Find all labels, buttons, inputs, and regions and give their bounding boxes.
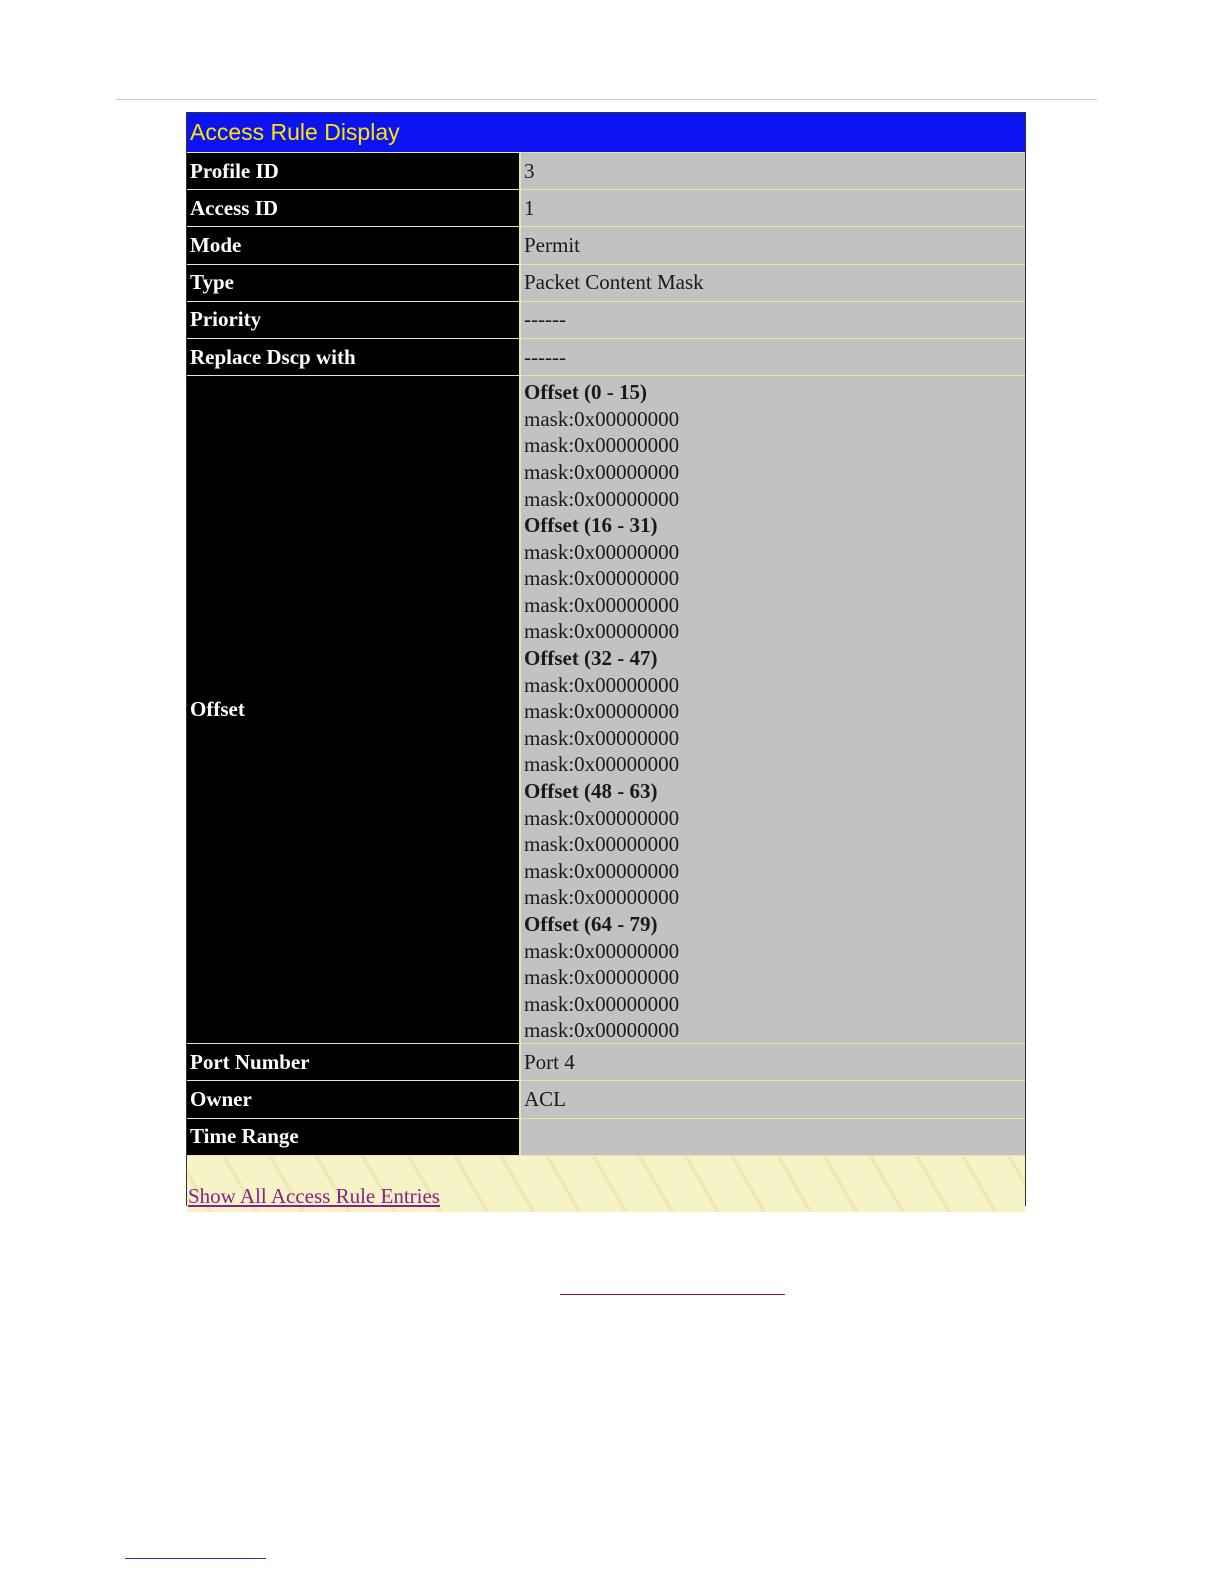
- mode-value: Permit: [521, 227, 1025, 263]
- page-top-divider: [116, 99, 1097, 100]
- show-all-access-rule-entries-link[interactable]: Show All Access Rule Entries: [188, 1183, 440, 1208]
- offset-mask: mask:0x00000000: [524, 699, 680, 724]
- offset-mask: mask:0x00000000: [524, 805, 680, 830]
- offset-group-heading: Offset (48 - 63): [524, 779, 658, 804]
- row-offset: [187, 376, 1025, 1044]
- caption-divider: [560, 1294, 785, 1295]
- offset-mask: mask:0x00000000: [524, 991, 680, 1016]
- profile-id-label: Profile ID: [187, 153, 521, 189]
- offset-mask: mask:0x00000000: [524, 1018, 680, 1043]
- row-owner: [187, 1081, 1025, 1118]
- offset-mask: mask:0x00000000: [524, 539, 680, 564]
- offset-mask: mask:0x00000000: [524, 672, 680, 697]
- offset-values: [521, 376, 1025, 1043]
- port-number-label: Port Number: [187, 1044, 521, 1080]
- offset-mask: mask:0x00000000: [524, 592, 680, 617]
- panel-title: Access Rule Display: [187, 113, 1025, 153]
- row-priority: [187, 302, 1025, 339]
- row-profile-id: [187, 153, 1025, 190]
- offset-mask: mask:0x00000000: [524, 725, 680, 750]
- footnote-divider: [125, 1558, 266, 1559]
- time-range-value: [521, 1119, 1025, 1155]
- type-value: Packet Content Mask: [521, 265, 1025, 301]
- offset-mask: mask:0x00000000: [524, 406, 680, 431]
- offset-mask: mask:0x00000000: [524, 938, 680, 963]
- access-id-label: Access ID: [187, 190, 521, 226]
- offset-mask: mask:0x00000000: [524, 832, 680, 857]
- row-mode: [187, 227, 1025, 264]
- time-range-label: Time Range: [187, 1119, 521, 1155]
- offset-group-heading: Offset (32 - 47): [524, 646, 658, 671]
- offset-mask: mask:0x00000000: [524, 459, 680, 484]
- type-label: Type: [187, 265, 521, 301]
- offset-group-heading: Offset (64 - 79): [524, 912, 658, 936]
- row-type: [187, 265, 1025, 302]
- offset-mask: mask:0x00000000: [524, 486, 680, 511]
- owner-label: Owner: [187, 1081, 521, 1117]
- rule-details-table: [187, 153, 1025, 1156]
- offset-label: Offset: [187, 376, 521, 1043]
- mode-label: Mode: [187, 227, 521, 263]
- replace-dscp-value: ------: [521, 339, 1025, 375]
- offset-mask: mask:0x00000000: [524, 885, 680, 910]
- offset-mask: mask:0x00000000: [524, 858, 680, 883]
- row-port-number: [187, 1044, 1025, 1081]
- offset-group-heading: Offset (16 - 31): [524, 513, 658, 538]
- replace-dscp-label: Replace Dscp with: [187, 339, 521, 375]
- row-replace-dscp: [187, 339, 1025, 376]
- offset-mask: mask:0x00000000: [524, 433, 680, 458]
- offset-mask: mask:0x00000000: [524, 566, 680, 591]
- offset-mask: mask:0x00000000: [524, 965, 680, 990]
- panel-footer: [187, 1156, 1025, 1212]
- row-time-range: [187, 1119, 1025, 1156]
- offset-mask: mask:0x00000000: [524, 752, 680, 777]
- access-rule-display-panel: [186, 112, 1026, 1206]
- access-id-value: 1: [521, 190, 1025, 226]
- priority-label: Priority: [187, 302, 521, 338]
- owner-value: ACL: [521, 1081, 1025, 1117]
- offset-mask: mask:0x00000000: [524, 619, 680, 644]
- port-number-value: Port 4: [521, 1044, 1025, 1080]
- row-access-id: [187, 190, 1025, 227]
- profile-id-value: 3: [521, 153, 1025, 189]
- priority-value: ------: [521, 302, 1025, 338]
- offset-group-heading: Offset (0 - 15): [524, 380, 648, 405]
